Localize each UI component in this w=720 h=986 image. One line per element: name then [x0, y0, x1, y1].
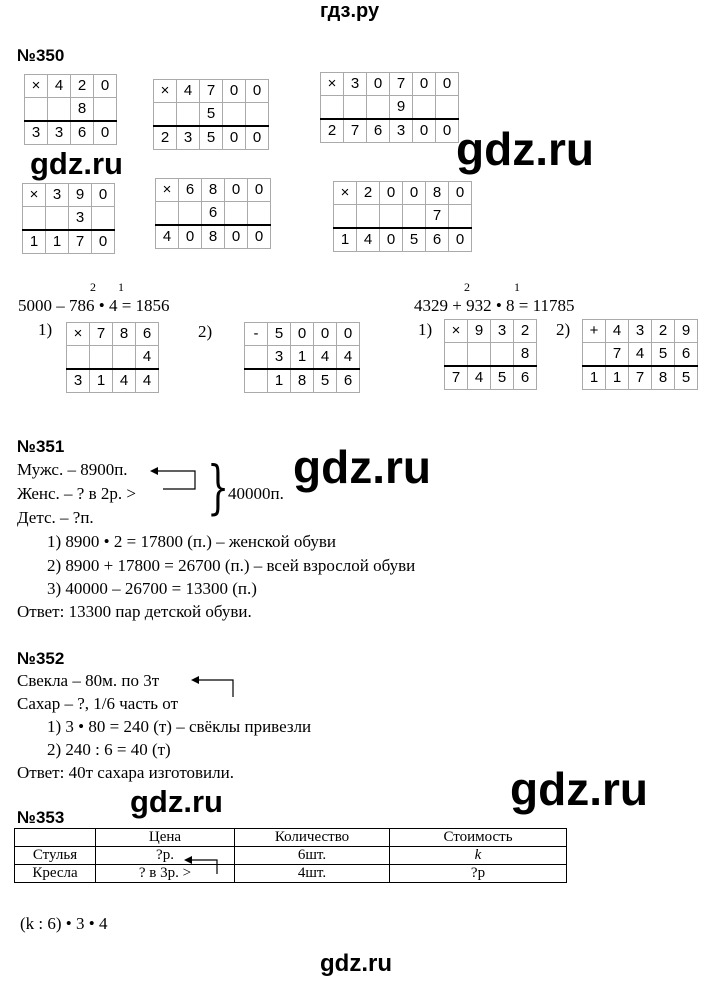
grid-cell: 4: [314, 346, 337, 370]
grid-cell: ×: [321, 73, 344, 96]
task-353-title: №353: [17, 808, 65, 827]
grid-cell: 0: [92, 184, 115, 207]
t352-step-1: 1) 3 • 80 = 240 (т) – свёклы привезли: [47, 717, 312, 736]
grid-cell: 3: [177, 126, 200, 150]
curly-brace: }: [207, 453, 230, 521]
t352-answer: Ответ: 40т сахара изготовили.: [17, 763, 234, 782]
grid-cell: 4: [177, 80, 200, 103]
watermark: gdz.ru: [456, 123, 594, 175]
table-cell: Кресла: [15, 865, 96, 883]
grid-cell: 0: [314, 323, 337, 346]
grid-cell: ×: [23, 184, 46, 207]
t352-line-2: Сахар – ?, 1/6 часть от: [17, 694, 179, 713]
grid-cell: 1: [268, 369, 291, 393]
arrowhead-351: [150, 467, 158, 475]
grid-cell: 0: [94, 121, 117, 145]
grid-cell: 1: [583, 366, 606, 390]
grid-cell: 0: [225, 179, 248, 202]
grid-cell: 3: [48, 121, 71, 145]
grid-cell: 5: [314, 369, 337, 393]
t351-step-1: 1) 8900 • 2 = 17800 (п.) – женской обуви: [47, 532, 336, 551]
grid-cell: 0: [223, 126, 246, 150]
grid-cell: 6: [426, 228, 449, 252]
grid-cell: 3: [67, 369, 90, 393]
grid-cell: 7: [426, 205, 449, 229]
grid-cell: 4: [156, 225, 179, 249]
table-cell: ?р: [390, 865, 567, 883]
grid-cell: 7: [200, 80, 223, 103]
table-cell: ? в 3р. >: [96, 865, 235, 883]
task-351-title: №351: [17, 437, 65, 456]
grid-cell: 7: [629, 366, 652, 390]
expr1-step2: 2): [198, 322, 213, 341]
grid-cell: 8: [514, 343, 537, 367]
table-header-quantity: Количество: [235, 829, 390, 847]
grid-cell: 4: [468, 366, 491, 390]
grid-cell: 8: [652, 366, 675, 390]
grid-cell: 1: [90, 369, 113, 393]
site-header: гдз.ру: [320, 0, 380, 22]
grid-cell: 0: [248, 225, 271, 249]
grid-cell: 7: [390, 73, 413, 96]
watermark: gdz.ru: [130, 784, 223, 819]
grid-cell: 0: [449, 182, 472, 205]
expr2-order-1: 1: [514, 280, 520, 294]
grid-cell: 9: [468, 320, 491, 343]
grid-cell: 2: [514, 320, 537, 343]
grid-cell: 5: [268, 323, 291, 346]
grid-cell: 3: [25, 121, 48, 145]
grid-cell: 4: [337, 346, 360, 370]
grid-cell: 2: [652, 320, 675, 343]
grid-cell: 6: [71, 121, 94, 145]
grid-cell: 4: [48, 75, 71, 98]
grid-cell: 9: [69, 184, 92, 207]
grid-cell: 3: [629, 320, 652, 343]
grid-cell: 0: [380, 182, 403, 205]
grid-cell: 3: [344, 73, 367, 96]
expr2-step1: 1): [418, 320, 433, 339]
watermark: gdz.ru: [510, 763, 648, 815]
grid-cell: 1: [606, 366, 629, 390]
grid-cell: 6: [514, 366, 537, 390]
grid-cell: 6: [337, 369, 360, 393]
grid-cell: 8: [202, 225, 225, 249]
grid-cell: 6: [675, 343, 698, 367]
t352-line-1: Свекла – 80м. по 3т: [17, 671, 160, 690]
t351-answer: Ответ: 13300 пар детской обуви.: [17, 602, 252, 621]
grid-cell: 8: [426, 182, 449, 205]
grid-cell: 1: [46, 230, 69, 254]
grid-cell: ×: [156, 179, 179, 202]
table-cell: 6шт.: [235, 847, 390, 865]
watermark: gdz.ru: [293, 441, 431, 493]
grid-cell: 6: [179, 179, 202, 202]
grid-cell: +: [583, 320, 606, 343]
grid-cell: 6: [202, 202, 225, 226]
grid-cell: 3: [268, 346, 291, 370]
t351-line-2: Женс. – ? в 2р. >: [17, 484, 136, 503]
grid-cell: 4: [629, 343, 652, 367]
grid-cell: 1: [334, 228, 357, 252]
grid-cell: 6: [367, 119, 390, 143]
table-cell: ?р.: [96, 847, 235, 865]
t352-step-2: 2) 240 : 6 = 40 (т): [47, 740, 171, 759]
expr1-order-1: 1: [118, 280, 124, 294]
expr1: 5000 – 786 • 4 = 1856: [18, 296, 170, 315]
expr2-order-2: 2: [464, 280, 470, 294]
grid-cell: 8: [71, 98, 94, 122]
grid-cell: 9: [390, 96, 413, 120]
grid-cell: 3: [69, 207, 92, 231]
grid-cell: 0: [436, 73, 459, 96]
grid-cell: 9: [675, 320, 698, 343]
grid-cell: 2: [357, 182, 380, 205]
task-350-title: №350: [17, 46, 65, 65]
grid-cell: 3: [390, 119, 413, 143]
grid-cell: ×: [334, 182, 357, 205]
grid-cell: 7: [344, 119, 367, 143]
grid-cell: 0: [223, 80, 246, 103]
grid-cell: ×: [67, 323, 90, 346]
grid-cell: 5: [200, 103, 223, 127]
arrow-351: [152, 471, 195, 489]
grid-cell: 0: [413, 73, 436, 96]
grid-cell: ×: [25, 75, 48, 98]
grid-cell: 3: [46, 184, 69, 207]
grid-cell: 5: [200, 126, 223, 150]
t351-step-3: 3) 40000 – 26700 = 13300 (п.): [47, 579, 257, 598]
grid-cell: 4: [136, 369, 159, 393]
grid-cell: 4: [136, 346, 159, 370]
grid-cell: 0: [403, 182, 426, 205]
grid-cell: ×: [154, 80, 177, 103]
grid-cell: -: [245, 323, 268, 346]
grid-cell: 4: [113, 369, 136, 393]
grid-cell: 0: [380, 228, 403, 252]
watermark: gdz.ru: [30, 146, 123, 181]
grid-cell: ×: [445, 320, 468, 343]
grid-cell: 3: [491, 320, 514, 343]
grid-cell: 0: [413, 119, 436, 143]
expr2: 4329 + 932 • 8 = 11785: [414, 296, 575, 315]
grid-cell: 1: [291, 346, 314, 370]
grid-cell: 0: [291, 323, 314, 346]
table-cell: 4шт.: [235, 865, 390, 883]
grid-cell: 4: [357, 228, 380, 252]
watermark: gdz.ru: [320, 950, 392, 977]
grid-cell: 0: [179, 225, 202, 249]
grid-cell: 0: [248, 179, 271, 202]
grid-cell: 0: [436, 119, 459, 143]
arrowhead-352: [191, 676, 199, 684]
grid-cell: 2: [154, 126, 177, 150]
grid-cell: 4: [606, 320, 629, 343]
t351-line-1: Мужс. – 8900п.: [17, 460, 128, 479]
grid-cell: 0: [246, 126, 269, 150]
grid-cell: 0: [94, 75, 117, 98]
grid-cell: 1: [23, 230, 46, 254]
grid-cell: 2: [71, 75, 94, 98]
grid-cell: 7: [445, 366, 468, 390]
expr1-step1: 1): [38, 320, 53, 339]
grid-cell: 5: [652, 343, 675, 367]
task-352-title: №352: [17, 649, 65, 668]
t351-total: 40000п.: [228, 484, 284, 503]
grid-cell: 0: [225, 225, 248, 249]
grid-cell: 7: [90, 323, 113, 346]
grid-cell: 8: [202, 179, 225, 202]
table-cell: k: [390, 847, 567, 865]
grid-cell: 7: [69, 230, 92, 254]
grid-cell: 0: [92, 230, 115, 254]
grid-cell: 6: [136, 323, 159, 346]
t351-step-2: 2) 8900 + 17800 = 26700 (п.) – всей взрослой обуви: [47, 556, 416, 575]
grid-cell: 5: [403, 228, 426, 252]
arrowhead-353: [184, 856, 192, 864]
table-header-price: Цена: [96, 829, 235, 847]
grid-cell: 5: [491, 366, 514, 390]
grid-cell: 0: [367, 73, 390, 96]
grid-cell: 0: [337, 323, 360, 346]
t353-formula: (k : 6) • 3 • 4: [20, 914, 108, 933]
expr1-order-2: 2: [90, 280, 96, 294]
t351-line-3: Детс. – ?п.: [17, 508, 94, 527]
table-cell: Стулья: [15, 847, 96, 865]
grid-cell: 8: [113, 323, 136, 346]
grid-cell: 0: [449, 228, 472, 252]
grid-cell: 8: [291, 369, 314, 393]
table-header-cost: Стоимость: [390, 829, 567, 847]
grid-cell: 5: [675, 366, 698, 390]
grid-cell: 2: [321, 119, 344, 143]
grid-cell: 0: [246, 80, 269, 103]
grid-cell: 7: [606, 343, 629, 367]
expr2-step2: 2): [556, 320, 571, 339]
